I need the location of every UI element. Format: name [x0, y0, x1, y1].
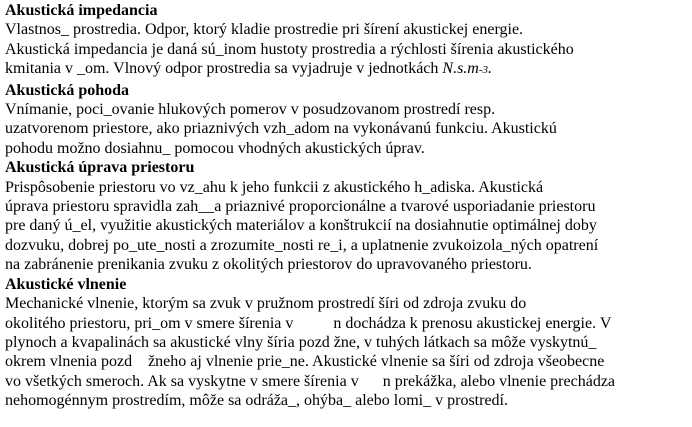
entry-text-line: dozvuku, dobrej po_ute_nosti a zrozumite_nosti re_i, a uplatnenie zvukoizola_ných opatrení: [5, 236, 599, 254]
entry-text-line: pohodu možno dosiahnu_ pomocou vhodných akustických úprav.: [5, 139, 425, 157]
entry-text-line: úprava priestoru spravidla zah__a priaznivé proporcionálne a tvarové usporiadanie priestoru: [5, 198, 596, 216]
entry-title: Akustická pohoda: [5, 81, 130, 99]
entry-title: Akustická úprava priestoru: [5, 159, 195, 177]
entry-text-line: plynoch a kvapalinách sa akustické vlny šíria pozd žne, v tuhých látkach sa môže vyskytnú_: [5, 333, 597, 351]
entry-text-fragment: kmitania v _om. Vlnový odpor prostredia sa vyjadruje v jednotkách: [5, 60, 443, 78]
entry-akusticke-vlnenie: [5, 275, 692, 411]
entry-text-line: okolitého priestoru, pri_om v smere šírenia v n dochádza k prenosu akustickej energie. V: [5, 314, 612, 332]
entry-text-line: [5, 59, 692, 80]
entry-akusticka-impedancia: [5, 1, 692, 81]
entry-text-line: vo všetkých smeroch. Ak sa vyskytne v smere šírenia v n prekážka, alebo vlnenie prechádza: [5, 372, 616, 390]
entry-text-line: okrem vlnenia pozd žneho aj vlnenie prie_ne. Akustické vlnenie sa šíri od zdroja všeobecne: [5, 353, 605, 371]
entry-text-line: nehomogénnym prostredím, môže sa odráža_, ohýba_ alebo lomi_ v prostredí.: [5, 392, 508, 410]
entry-text-line: na zabránenie prenikania zvuku z okolitých priestorov do upravovaného priestoru.: [5, 256, 532, 274]
entry-akusticka-pohoda: [5, 81, 692, 159]
unit-end: .: [488, 60, 493, 78]
entry-text-line: Prispôsobenie priestoru vo vz_ahu k jeho funkcii z akustického h_adiska. Akustická: [5, 178, 544, 196]
entry-text-line: Vnímanie, poci_ovanie hlukových pomerov v posudzovanom prostredí resp.: [5, 101, 496, 119]
entry-text-line: Mechanické vlnenie, ktorým sa zvuk v pružnom prostredí šíri od zdroja zvuku do: [5, 295, 527, 313]
entry-text-line: pre daný ú_el, využitie akustických materiálov a konštrukcií na dosiahnutie optimálnej doby: [5, 217, 597, 235]
entry-text-line: uzatvorenom priestore, ako priaznivých vzh_adom na vykonávanú funkciu. Akustickú: [5, 120, 557, 138]
entry-title: Akustická impedancia: [5, 2, 158, 19]
entry-text-line: Akustická impedancia je daná sú_inom hustoty prostredia a rýchlosti šírenia akustického: [5, 40, 574, 58]
entry-text-line: Vlastnos_ prostredia. Odpor, ktorý kladie prostredie pri šírení akustickej energie.: [5, 21, 524, 39]
unit-text: N.s.m: [442, 60, 479, 78]
entry-akusticka-uprava-priestoru: [5, 158, 692, 274]
unit-exponent: -3: [478, 64, 489, 77]
entry-title: Akustické vlnenie: [5, 275, 127, 293]
